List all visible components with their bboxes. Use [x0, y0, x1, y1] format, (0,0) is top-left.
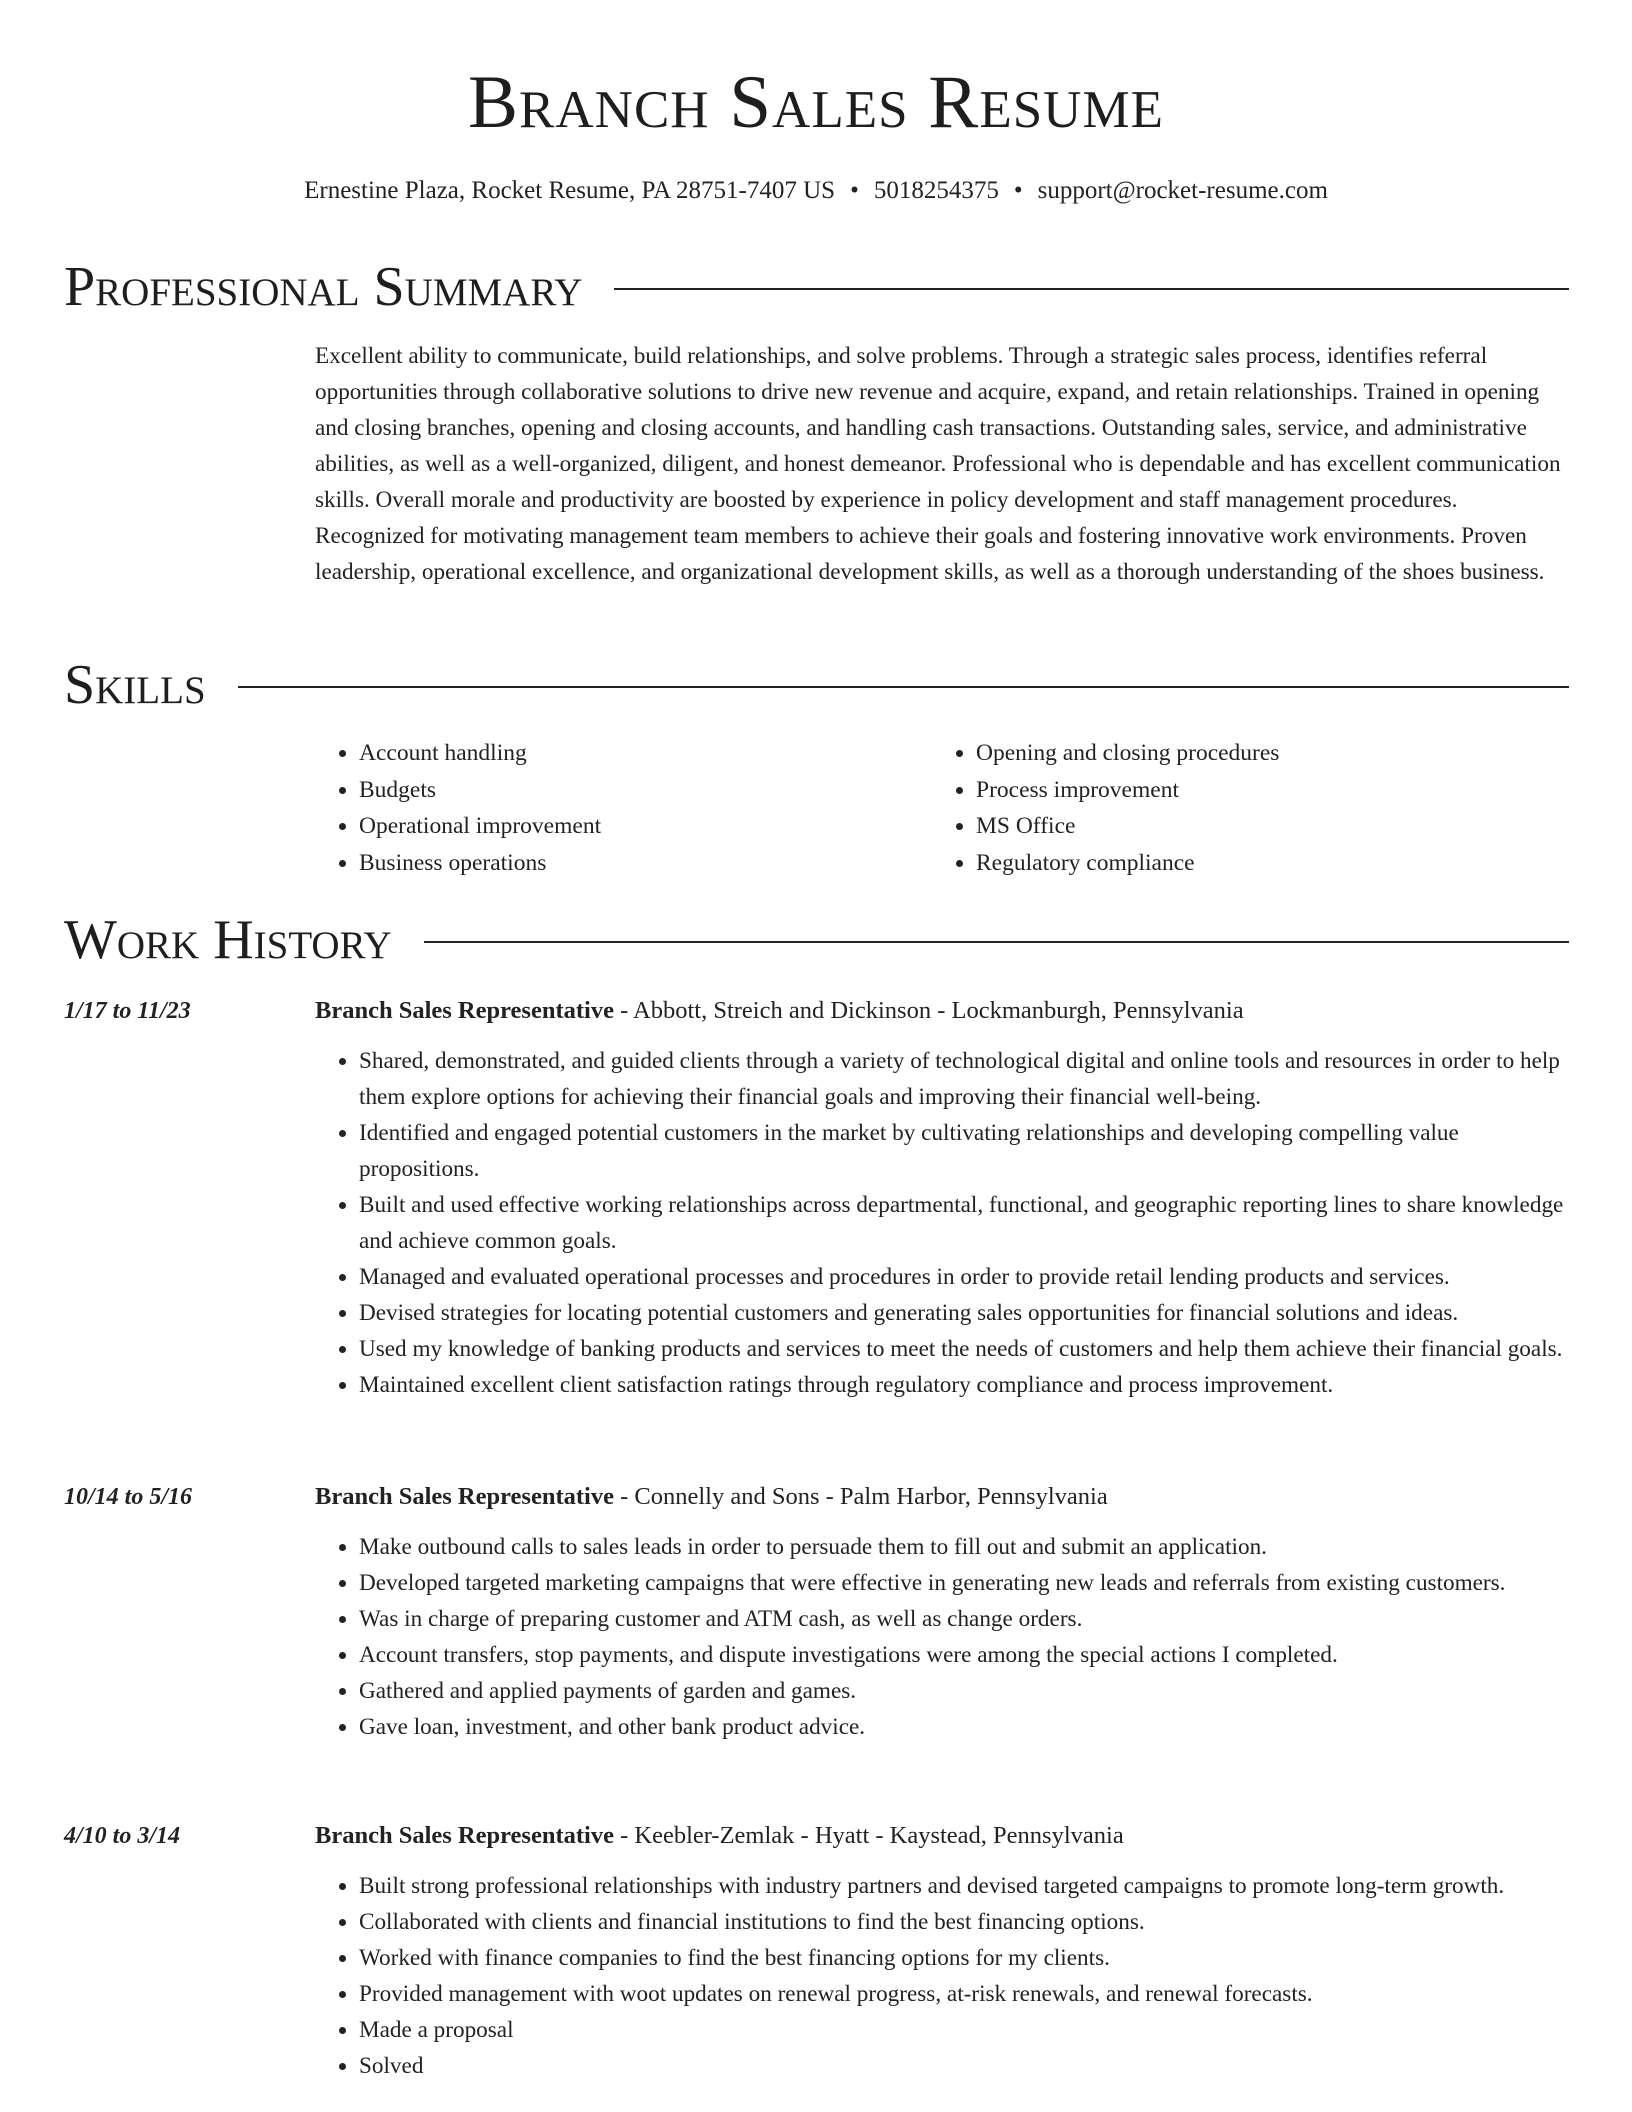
resume-title: Branch Sales Resume	[468, 61, 1164, 144]
job-bullet: • Made a proposal	[359, 2012, 1569, 2048]
contact-separator: •	[850, 177, 859, 204]
skills-column-left	[315, 735, 932, 882]
job-dates: 4/10 to 3/14	[64, 1823, 181, 1849]
contact-address: Ernestine Plaza, Rocket Resume, PA 28751-7407 US	[304, 177, 836, 204]
skill-item: • MS Office	[976, 808, 1549, 845]
job-title-line	[315, 1818, 1124, 1854]
job-bullets	[315, 1529, 1569, 1745]
job-bullet: • Gathered and applied payments of garden and games.	[359, 1673, 1569, 1709]
contact-phone: 5018254375	[873, 177, 999, 204]
job-title: Branch Sales Representative	[315, 997, 614, 1024]
job-bullets	[315, 1043, 1569, 1403]
skill-item: • Business operations	[359, 845, 932, 882]
job-bullet: • Account transfers, stop payments, and dispute investigations were among the special actions I completed.	[359, 1637, 1569, 1673]
job-bullet: • Managed and evaluated operational processes and procedures in order to provide retail lending products and services.	[359, 1259, 1569, 1295]
job-employer: - Connelly and Sons - Palm Harbor, Pennsylvania	[613, 1483, 1108, 1510]
section-divider	[238, 686, 1569, 688]
job-employer: - Abbott, Streich and Dickinson - Lockmanburgh, Pennsylvania	[613, 997, 1244, 1024]
job-bullet: • Was in charge of preparing customer and ATM cash, as well as change orders.	[359, 1601, 1569, 1637]
job-bullet: • Identified and engaged potential customers in the market by cultivating relationships and developing compelling value propositions.	[359, 1115, 1569, 1187]
contact-email: support@rocket-resume.com	[1037, 177, 1328, 204]
skills-column-right	[932, 735, 1549, 882]
summary-heading: Professional Summary	[64, 256, 583, 318]
work-section-header	[64, 908, 1569, 972]
job-dates: 10/14 to 5/16	[64, 1484, 193, 1510]
job-bullet: • Worked with finance companies to find the best financing options for my clients.	[359, 1940, 1569, 1976]
job-title-line	[315, 1479, 1108, 1515]
contact-separator: •	[1013, 177, 1023, 204]
job-bullet: • Make outbound calls to sales leads in order to persuade them to fill out and submit an application.	[359, 1529, 1569, 1565]
skills-section-header	[64, 653, 1569, 717]
summary-text: Excellent ability to communicate, build relationships, and solve problems. Through a strategic sales process, identifies referral opportunities through collaborative solutions to drive new revenue and acquire, expand, and retain relationships. Trained in opening and closing branches, opening and closing accounts, and handling cash transactions. Outstanding sales, service, and administrative abilities, as well as a well-organized, diligent, and honest demeanor. Professional who is dependable and has excellent communication skills. Overall morale and productivity are boosted by experience in policy development and staff management procedures. Recognized for motivating management team members to achieve their goals and fostering innovative work environments. Proven leadership, operational excellence, and organizational development skills, as well as a thorough understanding of the shoes business.	[315, 343, 1561, 585]
work-heading: Work History	[64, 909, 392, 971]
job-bullet: • Gave loan, investment, and other bank product advice.	[359, 1709, 1569, 1745]
skill-item: • Account handling	[359, 735, 932, 772]
job-bullet: • Provided management with woot updates on renewal progress, at-risk renewals, and renewal forecasts.	[359, 1976, 1569, 2012]
skill-item: • Budgets	[359, 772, 932, 809]
contact-line	[0, 174, 1632, 208]
job-dates: 1/17 to 11/23	[64, 998, 191, 1024]
summary-section-header	[64, 255, 1569, 319]
section-divider	[614, 288, 1569, 290]
job-bullets	[315, 1868, 1569, 2084]
skill-item: • Process improvement	[976, 772, 1549, 809]
job-bullet: • Built strong professional relationships with industry partners and devised targeted campaigns to promote long-term growth.	[359, 1868, 1569, 1904]
job-bullet: • Maintained excellent client satisfaction ratings through regulatory compliance and process improvement.	[359, 1367, 1569, 1403]
job-title: Branch Sales Representative	[315, 1483, 614, 1510]
job-employer: - Keebler-Zemlak - Hyatt - Kaystead, Pennsylvania	[613, 1822, 1124, 1849]
skills-list	[315, 735, 1569, 882]
job-title-line	[315, 993, 1244, 1029]
skill-item: • Opening and closing procedures	[976, 735, 1549, 772]
job-title: Branch Sales Representative	[315, 1822, 614, 1849]
job-bullet: • Developed targeted marketing campaigns that were effective in generating new leads and referrals from existing customers.	[359, 1565, 1569, 1601]
skills-heading: Skills	[64, 654, 206, 716]
job-bullet: • Collaborated with clients and financial institutions to find the best financing options.	[359, 1904, 1569, 1940]
job-bullet: • Shared, demonstrated, and guided clients through a variety of technological digital and online tools and resources in order to help them explore options for achieving their financial goals and improving their financial well-being.	[359, 1043, 1569, 1115]
skill-item: • Operational improvement	[359, 808, 932, 845]
job-bullet: • Built and used effective working relationships across departmental, functional, and geographic reporting lines to share knowledge and achieve common goals.	[359, 1187, 1569, 1259]
job-bullet: • Used my knowledge of banking products and services to meet the needs of customers and help them achieve their financial goals.	[359, 1331, 1569, 1367]
job-bullet: • Devised strategies for locating potential customers and generating sales opportunities for financial solutions and ideas.	[359, 1295, 1569, 1331]
section-divider	[424, 941, 1569, 943]
skill-item: • Regulatory compliance	[976, 845, 1549, 882]
job-bullet: • Solved	[359, 2048, 1569, 2084]
